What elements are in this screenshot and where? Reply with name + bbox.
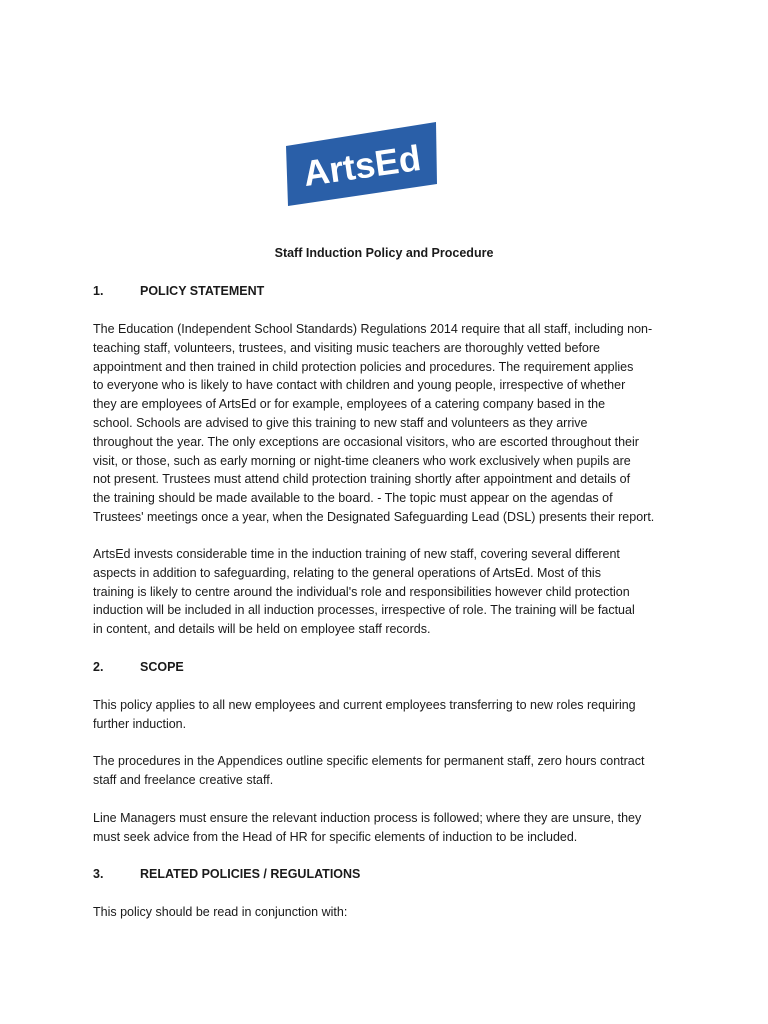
section-title: RELATED POLICIES / REGULATIONS (140, 867, 361, 881)
text-line: the training should be made available to the board. - The topic must appear on the agendas of (93, 491, 613, 506)
text-line: Trustees' meetings once a year, when the Designated Safeguarding Lead (DSL) presents their report. (93, 509, 655, 524)
text-line: in content, and details will be held on employee staff records. (93, 622, 431, 637)
text-line: aspects in addition to safeguarding, relating to the general operations of ArtsEd. Most of this (93, 565, 601, 580)
document-title: Staff Induction Policy and Procedure (274, 246, 494, 260)
text-line: Line Managers must ensure the relevant induction process is followed; where they are unsure, they (93, 811, 642, 825)
svg-text:ArtsEd: ArtsEd (300, 136, 424, 195)
text-line: The procedures in the Appendices outline specific elements for permanent staff, zero hours contract (93, 754, 645, 768)
paragraph-scope-3 (93, 809, 683, 847)
section-number: 2. (93, 660, 104, 674)
text-line: must seek advice from the Head of HR for specific elements of induction to be included. (93, 829, 578, 844)
text-line: induction will be included in all induction processes, irrespective of role. The training will be factual (93, 603, 635, 618)
section-title: SCOPE (140, 660, 184, 674)
paragraph-scope-1 (93, 696, 683, 734)
section-title: POLICY STATEMENT (140, 284, 265, 298)
text-line: to everyone who is likely to have contact with children and young people, irrespective of whether (93, 378, 626, 393)
text-line: throughout the year. The only exceptions are occasional visitors, who are escorted throughout their (93, 434, 639, 449)
paragraph-policy-statement-2 (93, 545, 683, 639)
text-line: The Education (Independent School Standards) Regulations 2014 require that all staff, including non- (93, 322, 653, 336)
text-line: visit, or those, such as early morning or night-time cleaners who work exclusively when pupils are (93, 453, 631, 468)
section-number: 3. (93, 867, 104, 881)
text-line: further induction. (93, 716, 187, 731)
text-line: school. Schools are advised to give this training to new staff and volunteers as they arrive (93, 415, 588, 430)
text-line: This policy applies to all new employees and current employees transferring to new roles requiring (93, 698, 636, 712)
section-heading-1 (93, 284, 264, 298)
text-line: This policy should be read in conjunction with: (93, 905, 348, 919)
text-line: teaching staff, volunteers, trustees, and visiting music teachers are thoroughly vetted before (93, 340, 600, 355)
text-line: appointment and then trained in child protection policies and procedures. The requirement applies (93, 359, 634, 374)
text-line: they are employees of ArtsEd or for example, employees of a catering company based in the (93, 397, 606, 412)
text-line: training is likely to centre around the individual's role and responsibilities however child protection (93, 584, 630, 599)
section-heading-3 (93, 867, 360, 881)
section-heading-2 (93, 660, 184, 674)
paragraph-policy-statement-1 (93, 320, 683, 527)
artsed-logo (286, 122, 438, 206)
text-line: ArtsEd invests considerable time in the induction training of new staff, covering several different (93, 547, 620, 561)
text-line: not present. Trustees must attend child protection training shortly after appointment and details of (93, 472, 631, 487)
artsed-logo-graphic (286, 122, 438, 206)
text-line: staff and freelance creative staff. (93, 772, 274, 787)
paragraph-related-policies (93, 903, 683, 922)
paragraph-scope-2 (93, 752, 683, 790)
section-number: 1. (93, 284, 104, 298)
